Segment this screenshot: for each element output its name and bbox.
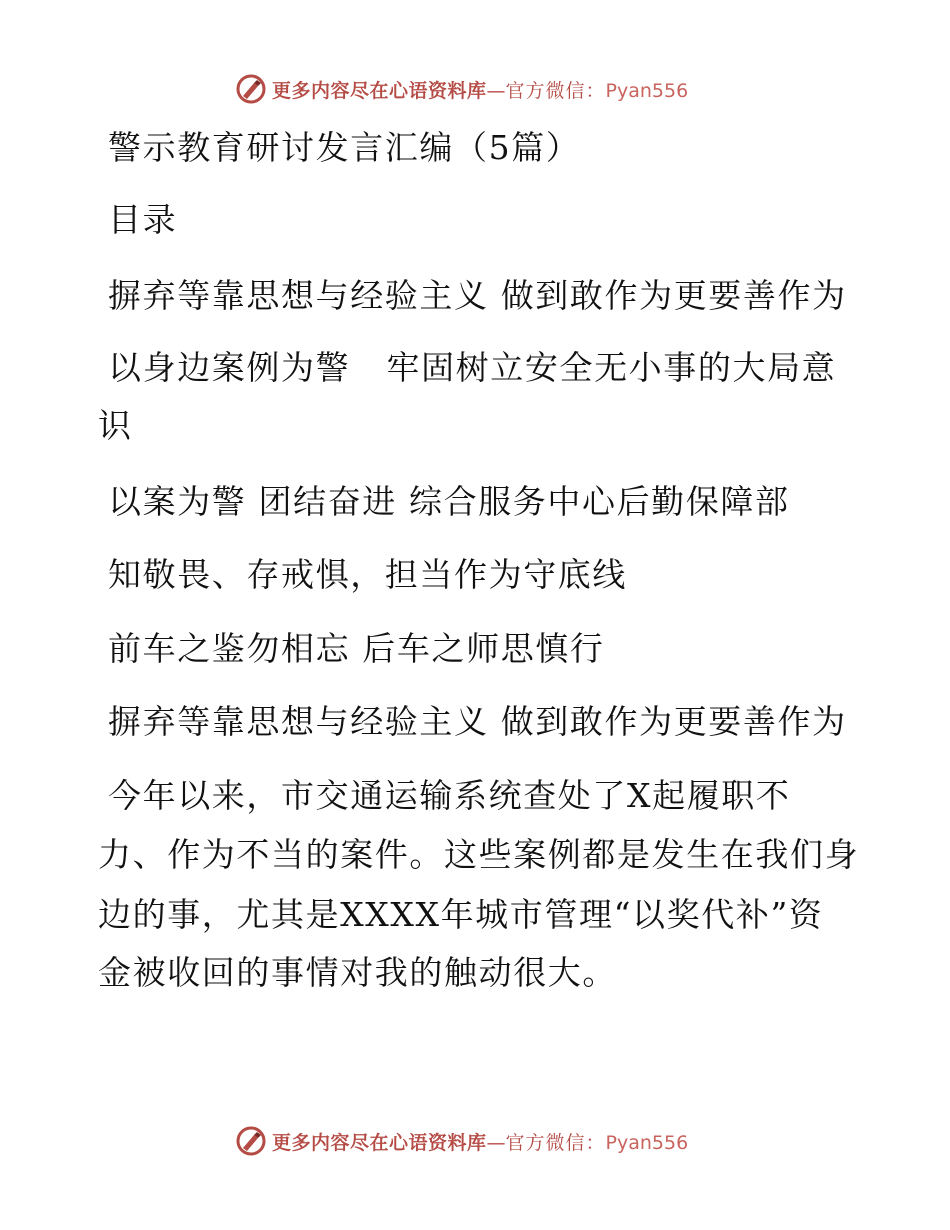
paragraph-line: 力、作为不当的案件。这些案例都是发生在我们身 [98, 835, 860, 874]
pen-logo-icon [236, 1126, 266, 1156]
footer-watermark [236, 1124, 688, 1158]
header-watermark [236, 72, 688, 106]
paragraph-line: 边的事，尤其是XXXX年城市管理“以奖代补”资 [98, 895, 824, 934]
watermark-wechat-label: 官方微信： [505, 79, 606, 102]
toc-item[interactable]: 以身边案例为警 牢固树立安全无小事的大局意 [108, 348, 837, 387]
paragraph-line: 今年以来，市交通运输系统查处了X起履职不 [108, 776, 791, 815]
watermark-text [272, 76, 688, 103]
toc-heading: 目录 [108, 200, 178, 239]
toc-item[interactable]: 以案为警 团结奋进 综合服务中心后勤保障部 [108, 482, 790, 521]
toc-item-continuation[interactable]: 识 [98, 406, 133, 445]
watermark-site: 更多内容尽在心语资料库 [272, 1131, 487, 1154]
paragraph-line: 金被收回的事情对我的触动很大。 [98, 953, 617, 992]
toc-item[interactable]: 摒弃等靠思想与经验主义 做到敢作为更要善作为 [108, 276, 847, 315]
watermark-site: 更多内容尽在心语资料库 [272, 79, 487, 102]
watermark-wechat-id: Pyan556 [605, 79, 689, 102]
watermark-text [272, 1128, 688, 1155]
document-title: 警示教育研讨发言汇编（5篇） [108, 128, 581, 167]
pen-logo-icon [236, 74, 266, 104]
watermark-dash: — [486, 1131, 506, 1154]
watermark-wechat-label: 官方微信： [505, 1131, 606, 1154]
watermark-wechat-id: Pyan556 [605, 1131, 689, 1154]
section-heading: 摒弃等靠思想与经验主义 做到敢作为更要善作为 [108, 702, 847, 741]
toc-item[interactable]: 前车之鉴勿相忘 后车之师思慎行 [108, 629, 605, 668]
watermark-dash: — [486, 79, 506, 102]
toc-item[interactable]: 知敬畏、存戒惧，担当作为守底线 [108, 555, 627, 594]
